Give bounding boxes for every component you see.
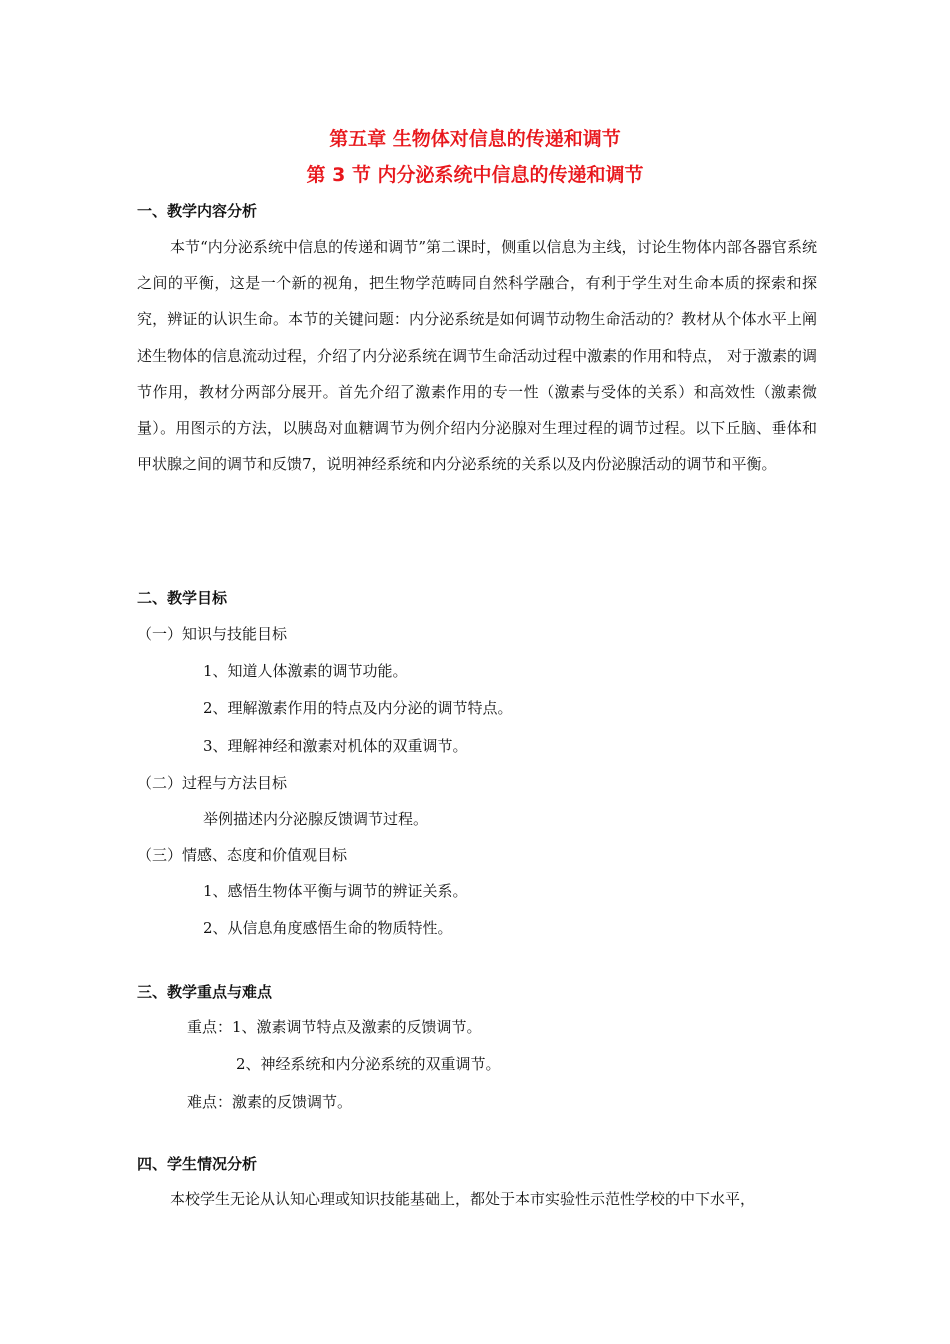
key-point-1: 重点：1、激素调节特点及激素的反馈调节。 [187, 1018, 482, 1036]
content-analysis-paragraph: 本节“内分泌系统中信息的传递和调节”第二课时，侧重以信息为主线，讨论生物体内部各器官系统之间的平衡，这是一个新的视角，把生物学范畴同自然科学融合，有利于学生对生命本质的探索和探究，辨证的认识生命。本节的关键问题：内分泌系统是如何调节动物生命活动的？教材从个体水平上阐述生物体的信息流动过程，介绍了内分泌系统在调节生命活动过程中激素的作用和特点， 对于激素的调节作用，教材分两部分展开。首先介绍了激素作用的专一性（激素与受体的关系）和高效性（激素微量）。用图示的方法，以胰岛对血糖调节为例介绍内分泌腺对生理过程的调节过程。以下丘脑、垂体和甲状腺之间的调节和反馈7，说明神经系统和内分泌系统的关系以及内份泌腺活动的调节和平衡。 [137, 238, 817, 474]
goal-knowledge-item: 2、理解激素作用的特点及内分泌的调节特点。 [203, 699, 513, 717]
student-analysis-paragraph: 本校学生无论从认知心理或知识技能基础上，都处于本市实验性示范性学校的中下水平， [170, 1190, 756, 1208]
chapter-title: 第五章 生物体对信息的传递和调节 [329, 128, 621, 150]
goal-emotion-values: （三）情感、态度和价值观目标 [137, 846, 348, 864]
section-title: 第 3 节 内分泌系统中信息的传递和调节 [306, 164, 644, 186]
goal-process-text: 举例描述内分泌腺反馈调节过程。 [203, 810, 429, 828]
heading-teaching-goals: 二、教学目标 [137, 589, 228, 607]
heading-content-analysis: 一、教学内容分析 [137, 202, 258, 220]
goal-knowledge-item: 1、知道人体激素的调节功能。 [203, 662, 408, 680]
key-point-2: 2、神经系统和内分泌系统的双重调节。 [236, 1055, 501, 1073]
heading-student-analysis: 四、学生情况分析 [137, 1155, 258, 1173]
heading-key-points: 三、教学重点与难点 [137, 983, 273, 1001]
difficulty-point: 难点：激素的反馈调节。 [187, 1093, 353, 1111]
goal-knowledge-skills: （一）知识与技能目标 [137, 625, 288, 643]
goal-emotion-item: 1、感悟生物体平衡与调节的辨证关系。 [203, 882, 468, 900]
goal-knowledge-item: 3、理解神经和激素对机体的双重调节。 [203, 737, 468, 755]
goal-emotion-item: 2、从信息角度感悟生命的物质特性。 [203, 919, 453, 937]
goal-process-methods: （二）过程与方法目标 [137, 774, 288, 792]
